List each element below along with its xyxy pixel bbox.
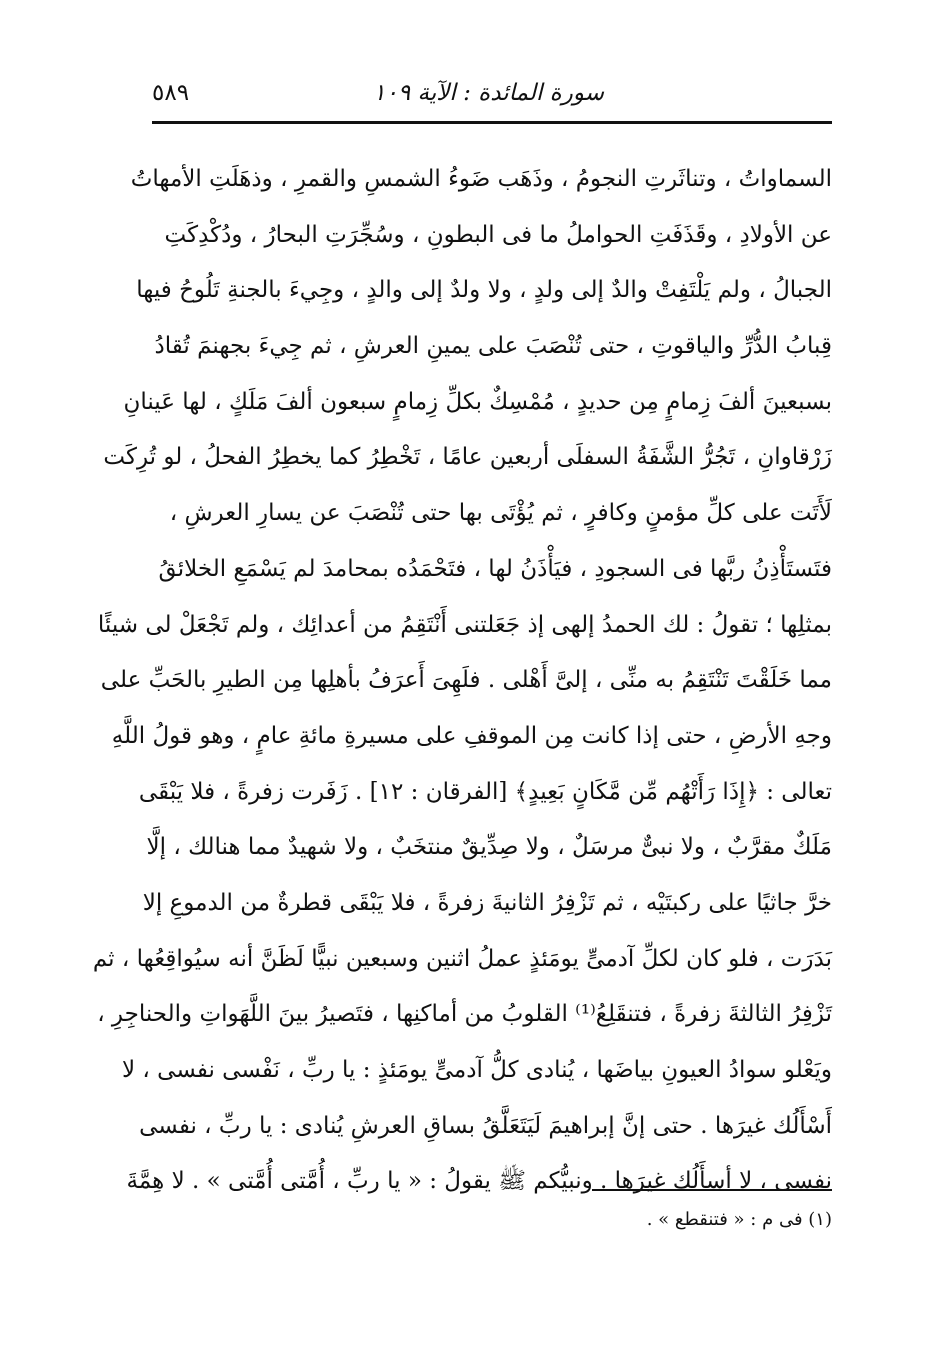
text-line: أَسْأَلُك غيرَها . حتى إنَّ إبراهيمَ لَيَتَعَلَّقُ بساقِ العرشِ يُنادى : يا ربِّ ، نفسى [139, 1112, 832, 1139]
footnote-rule [592, 1189, 832, 1191]
footnote: (١) فى م : « فتنقطع » . [646, 1209, 832, 1230]
text-line: قِبابُ الدُّرِّ والياقوتِ ، حتى تُنْصَبَ على يمينِ العرشِ ، ثم جِيءَ بجهنمَ تُقادُ [154, 333, 832, 360]
text-line: تعالى : ﴿إِذَا رَأَتْهُم مِّن مَّكَانٍ بَعِيدٍ﴾ [الفرقان : ١٢] . زَفَرت زفرةً ، فلا يَبْقَى [138, 778, 832, 805]
page-header [152, 78, 832, 118]
text-line: نفسى ، لا أسأَلُك غيرَها . ونبيُّكم ﷺ يقولُ : « يا ربِّ ، أُمَّتى أُمَّتى » . لا هِمَّةَ [126, 1168, 832, 1195]
body-text [92, 152, 832, 1210]
running-title: سورة المائدة : الآية ١٠٩ [373, 80, 604, 106]
text-line: تَزْفِرُ الثالثةَ زفرةً ، فتنقَلِعُ⁽¹⁾ القلوبُ من أماكنِها ، فتَصيرُ بينَ اللَّهَواتِ والحناجِرِ ، [97, 1001, 832, 1028]
page-number: ٥٨٩ [152, 80, 190, 106]
text-line: الجبالُ ، ولم يَلْتَفِتْ والدٌ إلى ولدٍ ، ولا ولدٌ إلى والدٍ ، وجِيءَ بالجنةِ تَلُوحُ فيها [136, 277, 832, 304]
text-line: عن الأولادِ ، وقَذَفَتِ الحواملُ ما فى البطونِ ، وسُجِّرَتِ البحارُ ، ودُكْدِكَتِ [164, 221, 832, 248]
text-line: بسبعينَ ألفَ زِمامٍ مِن حديدٍ ، مُمْسِكٌ بكلِّ زِمامٍ سبعون ألفَ مَلَكٍ ، لها عَينانِ [123, 388, 832, 415]
text-line: السماواتُ ، وتناثَرتِ النجومُ ، وذَهَب ضَوءُ الشمسِ والقمرِ ، وذهَلَتِ الأمهاتُ [130, 166, 832, 192]
text-line: لَأَتَت على كلِّ مؤمنٍ وكافرٍ ، ثم يُؤْتَى بها حتى تُنْصَبَ عن يسارِ العرشِ ، [169, 500, 832, 527]
text-line: ويَعْلو سوادُ العيونِ بياضَها ، يُنادى كلُّ آدمىٍّ يومَئذٍ : يا ربِّ ، نَفْسى نفسى ، لا [121, 1057, 832, 1083]
text-line: فتَستَأْذِنُ ربَّها فى السجودِ ، فيَأْذَنُ لها ، فتَحْمَدُه بمحامدَ لم يَسْمَعِ الخلائقُ [158, 555, 832, 582]
text-line: خرَّ جاثيًا على ركبتَيْه ، ثم تَزْفِرُ الثانيةَ زفرةً ، فلا يَبْقَى قطرةٌ من الدموعِ إلا [142, 889, 832, 916]
text-line: مما خَلَقْتَ تَنْتَقِمُ به منِّى ، إلىَّ أَهْلى . فلَهِىَ أَعرَفُ بأهلِها مِن الطيرِ بالحَبِّ على [100, 667, 832, 694]
text-line: وجهِ الأرضِ ، حتى إذا كانت مِن الموقفِ على مسيرةِ مائةِ عامٍ ، وهو قولُ اللَّهِ [111, 722, 832, 749]
text-line: زَرْقاوانِ ، تَجُرُّ الشَّفَةُ السفلَى أربعين عامًا ، تَخْطِرُ كما يخطِرُ الفحلُ ، لو تُرِكَت [103, 444, 832, 471]
text-line: مَلَكٌ مقرَّبٌ ، ولا نبىٌّ مرسَلٌ ، ولا صِدِّيقٌ منتخَبٌ ، ولا شهيدٌ مما هنالك ، إلَّا [146, 834, 832, 861]
text-line: بمثلِها ؛ تقولُ : لك الحمدُ إلهى إذ جَعَلتنى أَنْتَقِمُ من أعدائِك ، ولم تَجْعَلْ لى شيئًا [97, 611, 832, 638]
header-rule [152, 121, 832, 124]
text-line: بَدَرَت ، فلو كان لكلِّ آدمىٍّ يومَئذٍ عملُ اثنين وسبعين نبيًّا لَظَنَّ أنه سيُواقِعُها ، ثم [92, 945, 832, 972]
